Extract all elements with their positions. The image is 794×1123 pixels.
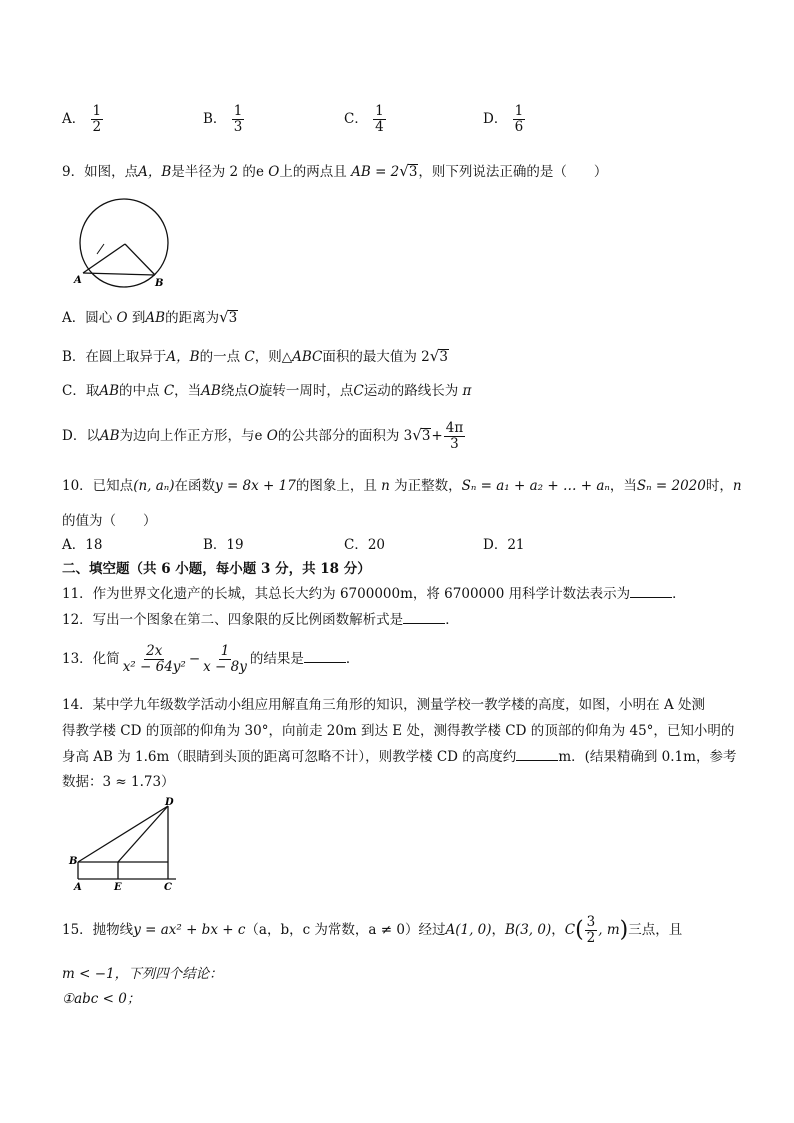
text: ． [445, 612, 459, 628]
q8-option-b [203, 104, 245, 135]
text: 的中点 [119, 383, 160, 399]
text: 12．写出一个图象在第二、四象限的反比例函数解析式是 [62, 612, 404, 628]
circle-symbol: e [254, 428, 263, 444]
radicand: 3 [228, 310, 238, 326]
q12 [62, 610, 459, 630]
q14-building-figure [68, 796, 186, 892]
text: 身高 AB 为 1.6m（眼睛到头顶的距离可忽略不计），则教学楼 CD 的高度约 [62, 749, 517, 765]
minus-sign: − [188, 651, 201, 667]
points-ab: A，B [166, 349, 200, 365]
open-paren: ( [575, 917, 584, 943]
text: D．以 [62, 428, 100, 444]
sight-line-e [118, 806, 168, 862]
point-a: A(1, 0) [445, 922, 492, 938]
text: 15．抛物线 [62, 922, 134, 938]
text: 面积的最大值为 2 [322, 349, 430, 365]
text: 运动的路线长为 [363, 383, 459, 399]
label-e: E [114, 882, 122, 892]
text: 旋转一周时，点 [258, 383, 354, 399]
comma: ， [551, 922, 565, 938]
text: 10．已知点 [62, 478, 134, 494]
q10-option-c: C．20 [344, 537, 386, 553]
q10-option-d: D．21 [483, 537, 525, 553]
label-b: B [155, 278, 164, 289]
point-c-m: , m [598, 922, 620, 938]
q9-stem [62, 161, 607, 182]
q14-line4: 数据：3 ≈ 1.73） [62, 774, 175, 790]
radicand: 3 [421, 428, 431, 444]
q15-line2: m < −1，下列四个结论： [62, 966, 223, 982]
text: 的公共部分的面积为 3 [277, 428, 413, 444]
q8-option-d [483, 104, 526, 135]
q13 [62, 642, 359, 676]
q11 [62, 584, 686, 604]
q8-option-c-letter: C． [344, 111, 368, 127]
q9-stem-part: ，则下列说法正确的是（ ） [418, 164, 608, 180]
text: 到 [131, 310, 146, 326]
text: 在函数 [174, 478, 216, 494]
text: ． [345, 651, 360, 667]
text: 的图象上，且 [295, 478, 377, 494]
text: ． [672, 586, 686, 602]
text: 13．化简 [62, 651, 120, 667]
q9-stem-part: 9．如图，点 [62, 164, 139, 180]
radical-sign: √ [412, 426, 422, 444]
q9-stem-part: 上的两点且 [279, 164, 347, 180]
fraction-2: $\frac{1}{x - 8y}$ [203, 643, 247, 675]
q15-line1 [62, 913, 682, 948]
function-expr: y = 8x + 17 [215, 478, 296, 494]
text: 绕点 [220, 383, 248, 399]
q8-option-b-letter: B． [203, 111, 227, 127]
label-a: A [74, 275, 82, 286]
q9-option-d: D．以AB为边向上作正方形，与e O的公共部分的面积为 3√3+ $\frac{4\pi}{3}$ [62, 420, 464, 452]
label-a: A [74, 882, 82, 892]
center-o: O [268, 164, 280, 180]
label-c: C [164, 882, 172, 892]
q9-option-c: C．取AB的中点 C，当AB绕点O旋转一周时，点C运动的路线长为 π [62, 383, 472, 399]
sum-expr: Sₙ = a₁ + a₂ + … + aₙ [461, 478, 610, 494]
sum-equals: Sₙ = 2020 [636, 478, 706, 494]
ab-equation: AB = 2 [351, 164, 400, 180]
text: 的结果是 [249, 651, 304, 667]
text: ，当 [609, 478, 637, 494]
section-heading: 二、填空题（共 6 小题，每小题 3 分，共 18 分） [62, 561, 371, 577]
point-b: B(3, 0) [505, 922, 552, 938]
text: 时， [705, 478, 733, 494]
center-o: O [247, 383, 259, 399]
text: 为边向上作正方形，与 [119, 428, 255, 444]
q14-line2: 得教学楼 CD 的顶部的仰角为 30°，向前走 20m 到达 E 处，测得教学楼 CD 的顶部的仰角为 45°，已知小明的 [62, 723, 735, 739]
q10-option-a: A．18 [62, 537, 103, 553]
radius-oa [83, 244, 125, 273]
text: ，则△ [254, 349, 293, 365]
answer-blank[interactable] [630, 585, 672, 598]
text: （a，b，c 为常数，a ≠ 0）经过 [245, 922, 446, 938]
q14-line3 [62, 747, 736, 767]
pen-mark [97, 244, 104, 254]
q14-line1: 14．某中学九年级数学活动小组应用解直角三角形的知识，测量学校一教学楼的高度，如图，小明在 A 处测 [62, 697, 706, 713]
q10-line1 [62, 476, 742, 496]
q10-option-b: B．19 [203, 537, 244, 553]
radius-ob [125, 244, 155, 275]
label-d: D [165, 797, 174, 808]
q9-option-b: B．在圆上取异于A，B的一点 C，则△ABC面积的最大值为 2√3 [62, 347, 448, 365]
var-n: n [732, 478, 742, 494]
q9-stem-part: 是半径为 2 的 [171, 164, 256, 180]
comma: ， [491, 922, 506, 938]
radical-sign: √ [399, 162, 409, 180]
answer-blank[interactable] [304, 650, 346, 663]
q9-points: A，B [138, 164, 172, 180]
fraction-1: $\frac{2x}{\text{x² − 64y²}}$ [122, 643, 186, 675]
text: ，当 [174, 383, 202, 399]
answer-blank[interactable] [516, 748, 558, 761]
center-o: O [266, 428, 278, 444]
label-b: B [69, 856, 78, 867]
close-paren: ) [619, 917, 629, 943]
fraction-3-2: $\frac{3}{2}$ [586, 914, 596, 946]
answer-blank[interactable] [403, 611, 445, 624]
text: m．(结果精确到 0.1m，参考 [558, 749, 737, 765]
q8-option-c-fraction: $\frac{1}{4}$ [375, 103, 384, 135]
text: 为正整数， [394, 478, 462, 494]
point-n-an: (n, aₙ) [133, 478, 175, 494]
circle-symbol: e [255, 164, 264, 180]
q8-option-c [344, 104, 387, 135]
q8-option-a [62, 104, 104, 135]
radicand: 3 [439, 349, 448, 365]
text: 11．作为世界文化遗产的长城，其总长大约为 6700000m，将 6700000 用科学计数法表示为 [62, 586, 631, 602]
text: A．圆心 [62, 310, 113, 326]
q8-option-b-fraction: $\frac{1}{3}$ [233, 103, 243, 135]
sight-line-b [78, 806, 168, 862]
q8-option-d-letter: D． [483, 111, 508, 127]
q8-option-a-letter: A． [62, 111, 86, 127]
text: C．取 [62, 383, 100, 399]
text: B．在圆上取异于 [62, 349, 167, 365]
q15-line3: ①abc < 0； [62, 991, 141, 1007]
text: 的距离为 [165, 310, 220, 326]
q10-line2 [62, 511, 157, 531]
four-pi-over-three: $\frac{4\pi}{3}$ [445, 420, 464, 452]
plus-sign: + [431, 428, 443, 444]
q9-option-a: A．圆心 O 到AB的距离为√3 [62, 308, 238, 326]
var-n: n [381, 478, 390, 494]
q8-option-d-fraction: $\frac{1}{6}$ [514, 103, 524, 135]
point-c-label: C [564, 922, 576, 938]
radicand: 3 [408, 164, 418, 180]
q9-circle-figure [68, 197, 180, 289]
center-o: O [116, 310, 128, 326]
text: 的一点 [199, 349, 241, 365]
text: 三点，且 [628, 922, 683, 938]
parabola-expr: y = ax² + bx + c [133, 922, 246, 938]
text: 的值为（ ） [62, 513, 157, 529]
q8-option-a-fraction: $\frac{1}{2}$ [92, 103, 102, 135]
radical-sign: √ [219, 308, 229, 326]
radical-sign: √ [429, 347, 440, 365]
